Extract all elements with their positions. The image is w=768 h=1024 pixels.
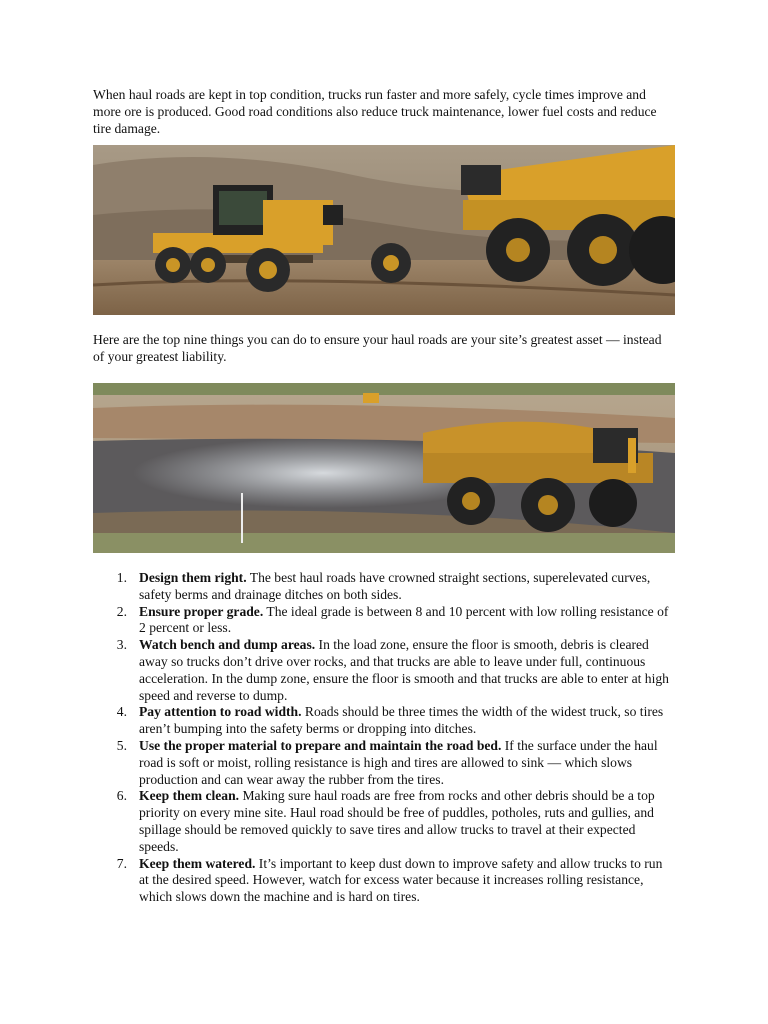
list-item bbox=[93, 704, 675, 738]
intro-paragraph: When haul roads are kept in top condition, trucks run faster and more safely, cycle times improve and more ore is produced. Good road conditions also reduce truck maintenance, lower fuel costs and reduce tire damage. bbox=[93, 87, 657, 136]
list-item-heading: Ensure proper grade. bbox=[139, 603, 264, 619]
list-number: 7. bbox=[116, 855, 127, 871]
list-item bbox=[93, 788, 675, 855]
list-item bbox=[93, 570, 675, 604]
tips-list bbox=[93, 570, 675, 906]
list-item-heading: Keep them clean. bbox=[139, 788, 240, 804]
list-item bbox=[93, 637, 675, 704]
list-item-heading: Watch bench and dump areas. bbox=[139, 637, 316, 653]
list-item-body: In the load zone, ensure the floor is smooth, debris is cleared away so trucks don’t drive over rocks, and that trucks are able to leave under full, continuous acceleration. In the dump zone, ensure the floor is smooth and that trucks are able to enter at high speed and reverse to dump. bbox=[139, 637, 669, 703]
second-paragraph: Here are the top nine things you can do to ensure your haul roads are your site’s greatest asset — instead of your greatest liability. bbox=[93, 332, 662, 365]
list-item-body: The best haul roads have crowned straight sections, superelevated curves, safety berms and drainage ditches on both sides. bbox=[139, 569, 651, 602]
list-item-body: If the surface under the haul road is soft or moist, rolling resistance is high and tires are allowed to sink — which slows production and can wear away the rubber from the tires. bbox=[139, 737, 658, 787]
motor-grader-and-haul-truck-photo bbox=[93, 145, 675, 315]
water-truck-spraying-road-photo bbox=[93, 383, 675, 553]
list-item-body: Making sure haul roads are free from rocks and other debris should be a top priority on every mine site. Haul road should be free of puddles, potholes, ruts and gullies, and spillage should be removed quickly to save tires and allow trucks to travel at their expected speeds. bbox=[139, 788, 655, 854]
list-number: 2. bbox=[116, 603, 127, 619]
document-page bbox=[93, 87, 675, 906]
list-number: 3. bbox=[116, 637, 127, 653]
list-item-body: Roads should be three times the width of the widest truck, so tires aren’t bumping into the safety berms or dropping into ditches. bbox=[139, 704, 664, 737]
list-number: 6. bbox=[116, 788, 127, 804]
list-item bbox=[93, 856, 675, 906]
list-item bbox=[93, 604, 675, 638]
list-item-body: It’s important to keep dust down to improve safety and allow trucks to run at the desired speed. However, watch for excess water because it increases rolling resistance, which slows down the machine and is hard on tires. bbox=[139, 855, 663, 905]
list-number: 5. bbox=[116, 737, 127, 753]
list-item-heading: Design them right. bbox=[139, 569, 247, 585]
list-item-body: The ideal grade is between 8 and 10 percent with low rolling resistance of 2 percent or less. bbox=[139, 603, 669, 636]
list-item-heading: Keep them watered. bbox=[139, 855, 256, 871]
list-number: 1. bbox=[116, 569, 127, 585]
list-item-heading: Pay attention to road width. bbox=[139, 704, 302, 720]
list-number: 4. bbox=[116, 704, 127, 720]
list-item-heading: Use the proper material to prepare and maintain the road bed. bbox=[139, 737, 502, 753]
list-item bbox=[93, 738, 675, 788]
